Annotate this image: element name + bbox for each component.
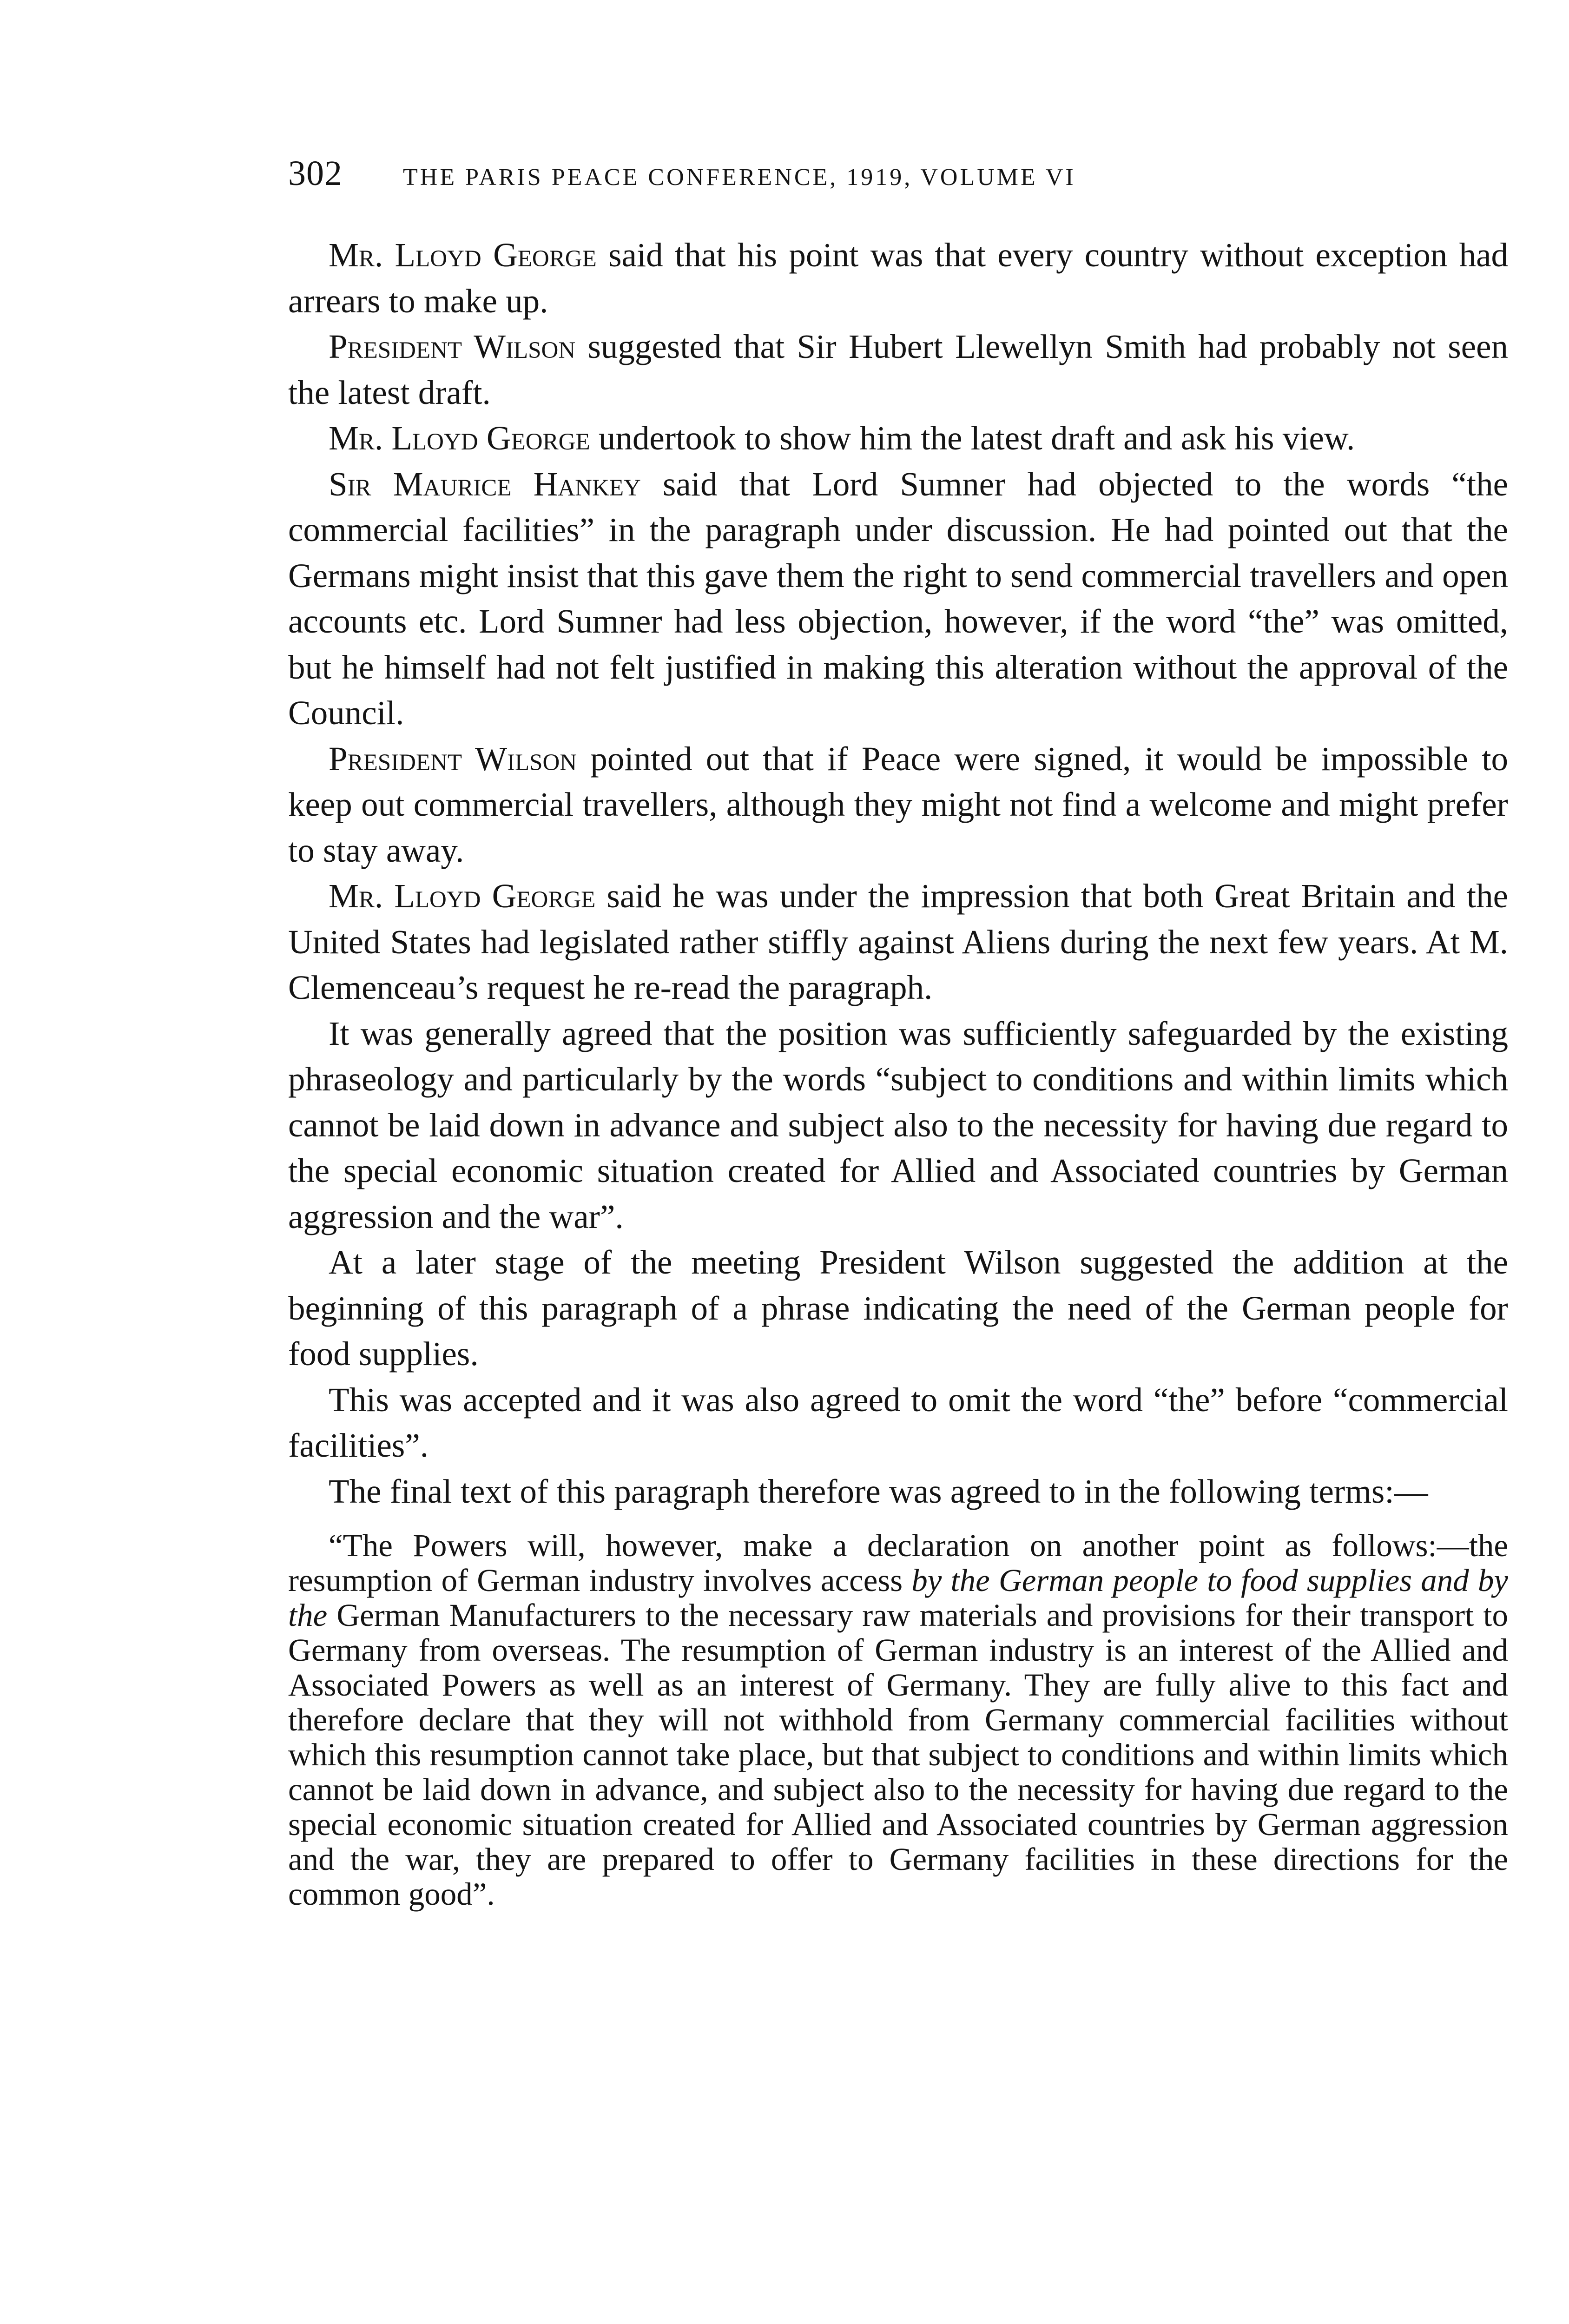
paragraph: [288, 416, 1508, 462]
paragraph: [288, 1469, 1508, 1515]
paragraph-text: The final text of this paragraph therefore was agreed to in the following terms:—: [329, 1472, 1428, 1510]
quote-text-italic: by the German people to food supplies and by the: [288, 1563, 1508, 1633]
paragraph: [288, 1011, 1508, 1240]
page-number: 302: [288, 154, 343, 193]
paragraph-text: suggested that Sir Hubert Llewellyn Smith had probably not seen the latest draft.: [288, 328, 1508, 411]
speaker-name: Sir Maurice Hankey: [329, 465, 641, 503]
paragraph-text: said he was under the impression that both Great Britain and the United States had legislated rather stiffly against Aliens during the next few years. At M. Clemenceau’s request he re-read the paragraph.: [288, 877, 1508, 1006]
speaker-name: Mr. Lloyd George: [329, 419, 590, 457]
paragraph: [288, 462, 1508, 736]
paragraph: [288, 736, 1508, 874]
speaker-name: President Wilson: [329, 328, 576, 365]
speaker-name: Mr. Lloyd George: [329, 877, 596, 915]
paragraph-text: said that his point was that every country without exception had arrears to make up.: [288, 236, 1508, 320]
paragraph-text: This was accepted and it was also agreed to omit the word “the” before “commercial facilities”.: [288, 1380, 1508, 1464]
paragraph: [288, 324, 1508, 416]
running-head: [288, 153, 1508, 205]
block-quote: [288, 1528, 1508, 1912]
document-page: [288, 153, 1508, 1912]
paragraph-text: said that Lord Sumner had objected to the words “the commercial facilities” in the paragraph under discussion. He had pointed out that the Germans might insist that this gave them the right to send commercial travellers and open accounts etc. Lord Sumner had less objection, however, if the word “the” was omitted, but he himself had not felt justified in making this alteration without the approval of the Council.: [288, 465, 1508, 732]
paragraph-text: pointed out that if Peace were signed, it would be impossible to keep out commercial travellers, although they might not find a welcome and might prefer to stay away.: [288, 739, 1508, 869]
paragraph: [288, 1377, 1508, 1469]
running-title: THE PARIS PEACE CONFERENCE, 1919, VOLUME VI: [403, 164, 1076, 191]
paragraph: [288, 1240, 1508, 1377]
paragraph-text: At a later stage of the meeting President Wilson suggested the addition at the beginning of this paragraph of a phrase indicating the need of the German people for food supplies.: [288, 1243, 1508, 1373]
speaker-name: President Wilson: [329, 739, 577, 778]
paragraph-text: undertook to show him the latest draft and ask his view.: [590, 419, 1355, 457]
paragraph: [288, 873, 1508, 1011]
paragraph-text: It was generally agreed that the position was sufficiently safeguarded by the existing phraseology and particularly by the words “subject to conditions and within limits which cannot be laid down in advance and subject also to the necessity for having due regard to the special economic situation created for Allied and Associated countries by German aggression and the war”.: [288, 1014, 1508, 1235]
quote-text-start: “The Powers will, however, make a declaration on another point as follows:—the resumption of German industry involves access: [288, 1528, 1508, 1598]
speaker-name: Mr. Lloyd George: [329, 236, 597, 274]
quote-text-end: German Manufacturers to the necessary raw materials and provisions for their transport to Germany from overseas. The resumption of German industry is an interest of the Allied and Associated Powers as well as an interest of Germany. They are fully alive to this fact and therefore declare that they will not withhold from Germany commercial facilities without which this resumption cannot take place, but that subject to conditions and within limits which cannot be laid down in advance, and subject also to the necessity for having due regard to the special economic situation created for Allied and Associated countries by German aggression and the war, they are prepared to offer to Germany facilities in these directions for the common good”.: [288, 1598, 1508, 1912]
paragraph: [288, 232, 1508, 324]
